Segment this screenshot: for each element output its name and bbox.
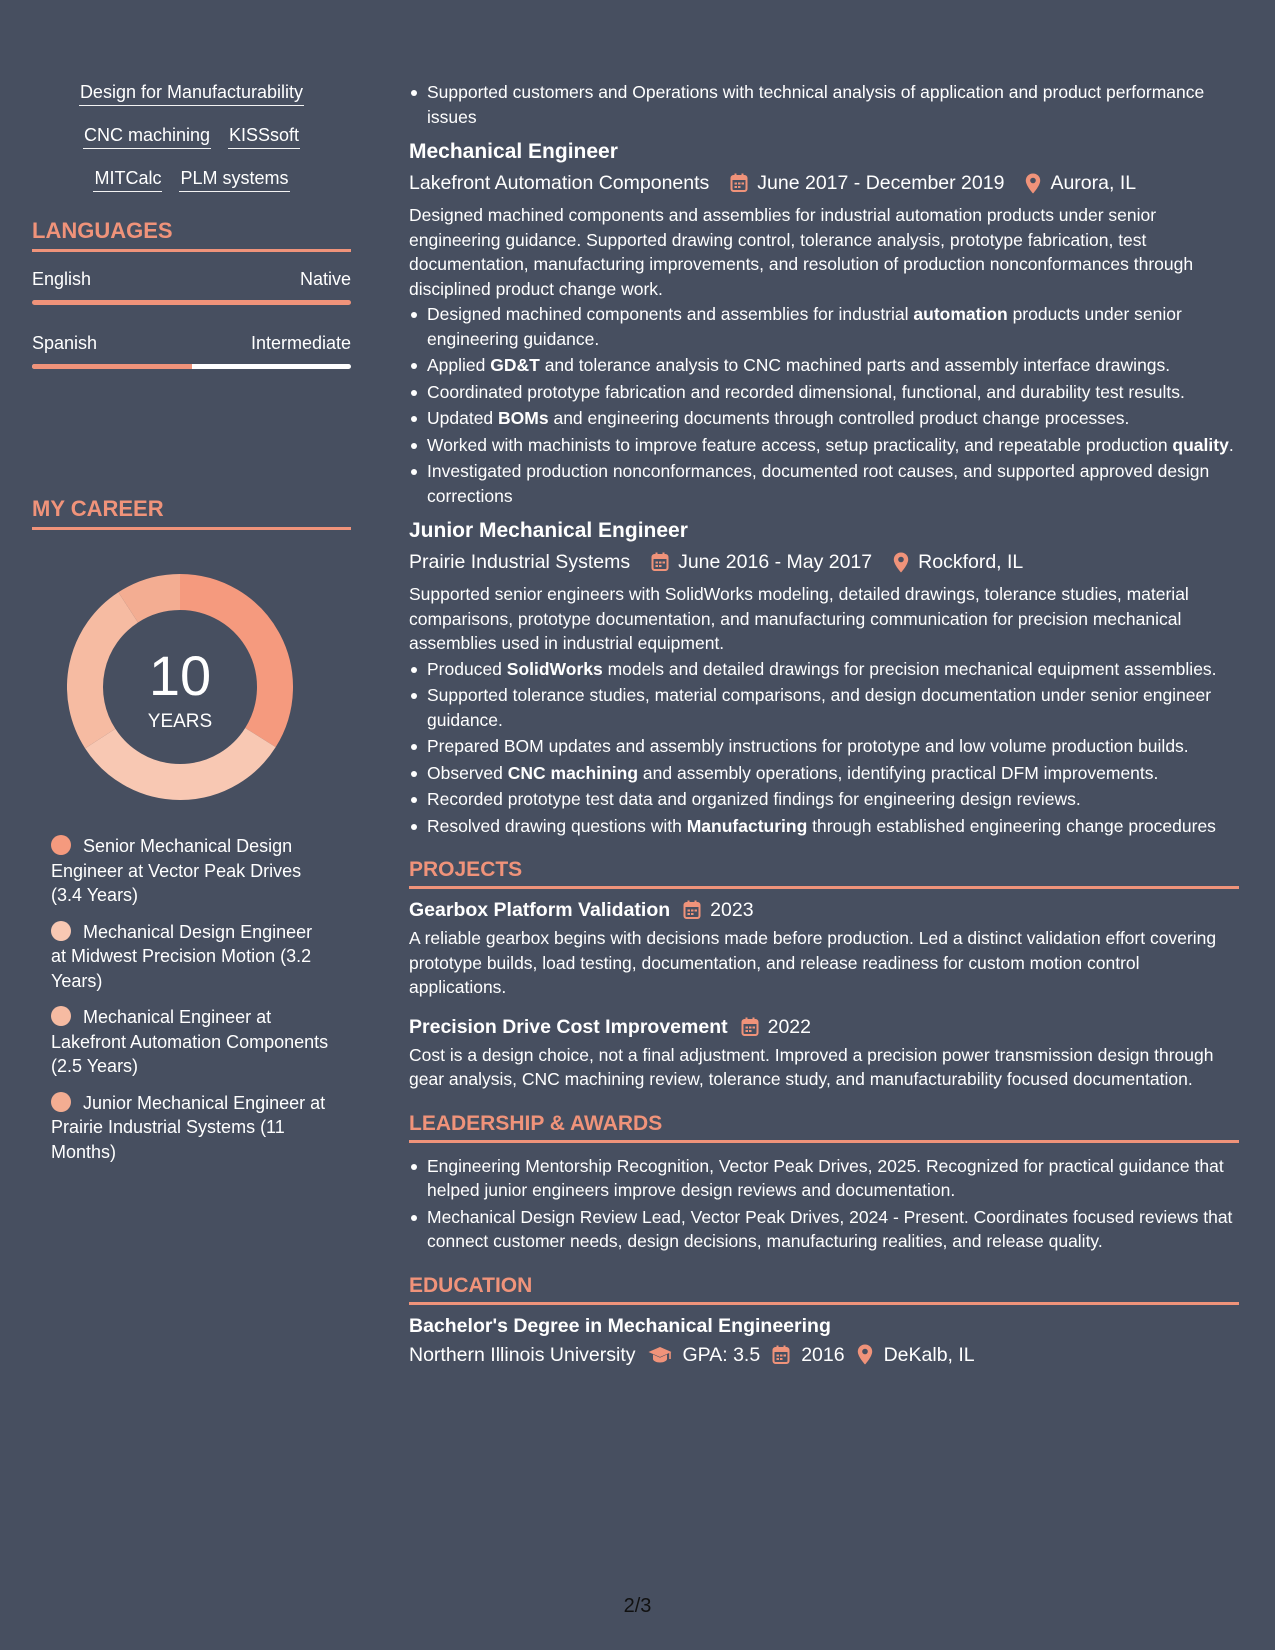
- job-entry: [409, 138, 1239, 508]
- skills-row: [32, 166, 351, 192]
- job-dates: June 2016 - May 2017: [678, 551, 873, 573]
- job-entry: [409, 517, 1239, 838]
- career-heading: MY CAREER: [32, 496, 351, 530]
- bullet-item: Updated BOMs and engineering documents through controlled product change processes.: [409, 406, 1239, 431]
- project-description: Cost is a design choice, not a final adjustment. Improved a precision power transmission design through gear analysis, CNC machining review, tolerance study, and manufacturability focused documentation.: [409, 1044, 1214, 1089]
- career-donut-segment: [128, 592, 180, 607]
- career-total-unit: YEARS: [147, 711, 213, 732]
- bullet-item: Observed CNC machining and assembly operations, identifying practical DFM improvements.: [409, 761, 1239, 786]
- job-title: Mechanical Engineer: [409, 140, 618, 163]
- skills-list: [32, 80, 351, 192]
- languages-section: [32, 218, 351, 369]
- location-pin-icon: [893, 552, 909, 573]
- career-legend-item: [51, 834, 331, 908]
- language-proficiency-fill: [32, 300, 351, 305]
- main-column: [409, 80, 1239, 1368]
- calendar-icon: [683, 900, 701, 920]
- bullet-item: Worked with machinists to improve feature access, setup practicality, and repeatable production quality.: [409, 433, 1239, 458]
- career-donut-segment: [100, 738, 260, 782]
- bullet-item: Supported customers and Operations with technical analysis of application and product performance issues: [409, 80, 1239, 129]
- calendar-icon: [741, 1017, 759, 1037]
- language-item: [32, 267, 351, 305]
- job-dates: June 2017 - December 2019: [757, 172, 1005, 194]
- graduation-cap-icon: [648, 1346, 672, 1364]
- project-year: 2023: [710, 899, 754, 921]
- bullet-item: Investigated production nonconformances, documented root causes, and supported approved design corrections: [409, 459, 1239, 508]
- job-location: Aurora, IL: [1050, 172, 1137, 194]
- bullet-item: Applied GD&T and tolerance analysis to CNC machined parts and assembly interface drawings.: [409, 353, 1239, 378]
- sidebar: [32, 80, 351, 1162]
- career-legend-label: Junior Mechanical Engineer at Prairie Industrial Systems (11 Months): [51, 1092, 326, 1162]
- project-description: A reliable gearbox begins with decisions made before production. Led a distinct validation effort covering prototype builds, load testing, documentation, and release readiness for custom motion control applications.: [409, 928, 1217, 997]
- language-name: Spanish: [32, 333, 98, 353]
- skill-tag: CNC machining: [83, 123, 211, 149]
- education-meta: [409, 1342, 1239, 1368]
- skill-tag: Design for Manufacturability: [79, 80, 304, 106]
- career-donut-chart: [67, 574, 293, 800]
- skill-tag: PLM systems: [179, 166, 289, 192]
- project-title: Gearbox Platform Validation: [409, 899, 671, 921]
- education-heading: EDUCATION: [409, 1274, 1239, 1305]
- skills-row: [32, 80, 351, 106]
- project-year: 2022: [767, 1015, 811, 1038]
- bullet-item: Recorded prototype test data and organized findings for engineering design reviews.: [409, 787, 1239, 812]
- language-level: Intermediate: [250, 333, 351, 353]
- calendar-icon: [730, 173, 748, 193]
- job-description: Designed machined components and assemblies for industrial automation products under senior engineering guidance. Supported drawing control, tolerance analysis, prototype fabrication, test documentation, manufacturing improvements, and resolution of production nonconformances through disciplined product change work.: [409, 205, 1194, 299]
- page-number: 2/3: [623, 1595, 652, 1617]
- skill-tag: MITCalc: [93, 166, 162, 192]
- career-legend: [51, 834, 331, 1164]
- company-name: Prairie Industrial Systems: [409, 551, 631, 573]
- awards-heading: LEADERSHIP & AWARDS: [409, 1112, 1239, 1143]
- education-location: DeKalb, IL: [883, 1343, 975, 1366]
- carryover-bullets: [409, 80, 1239, 129]
- language-level: Native: [299, 269, 351, 289]
- bullet-item: Supported tolerance studies, material comparisons, and design documentation under senior engineer guidance.: [409, 683, 1239, 732]
- job-meta: [409, 549, 1239, 575]
- location-pin-icon: [1025, 173, 1041, 194]
- language-item: [32, 331, 351, 369]
- career-legend-item: [51, 920, 331, 994]
- career-total-years: 10: [148, 644, 212, 707]
- career-legend-item: [51, 1091, 331, 1165]
- legend-dot-icon: [51, 835, 71, 855]
- job-bullets: [409, 302, 1239, 508]
- project-entry: [409, 897, 1239, 1000]
- school-name: Northern Illinois University: [409, 1343, 636, 1366]
- language-proficiency-bar: [32, 364, 351, 369]
- degree-title: Bachelor's Degree in Mechanical Engineering: [409, 1314, 831, 1337]
- bullet-item: Produced SolidWorks models and detailed drawings for precision mechanical equipment assemblies.: [409, 657, 1239, 682]
- language-name: English: [32, 269, 92, 289]
- languages-heading: LANGUAGES: [32, 218, 351, 252]
- language-proficiency-fill: [32, 364, 192, 369]
- education-year: 2016: [801, 1343, 845, 1366]
- awards-list: [409, 1154, 1239, 1254]
- company-name: Lakefront Automation Components: [409, 172, 710, 194]
- calendar-icon: [772, 1345, 790, 1365]
- bullet-item: Prepared BOM updates and assembly instructions for prototype and low volume production builds.: [409, 734, 1239, 759]
- calendar-icon: [651, 552, 669, 572]
- legend-dot-icon: [51, 1092, 71, 1112]
- career-legend-label: Senior Mechanical Design Engineer at Vector Peak Drives (3.4 Years): [51, 836, 302, 905]
- project-entry: [409, 1014, 1239, 1092]
- award-item: Mechanical Design Review Lead, Vector Peak Drives, 2024 - Present. Coordinates focused reviews that connect customer needs, design decisions, manufacturing realities, and release quality.: [409, 1205, 1239, 1254]
- legend-dot-icon: [51, 1006, 71, 1026]
- bullet-item: Coordinated prototype fabrication and recorded dimensional, functional, and durability test results.: [409, 380, 1239, 405]
- job-description: Supported senior engineers with SolidWorks modeling, detailed drawings, tolerance studies, material comparisons, prototype documentation, and manufacturing communication for precision mechanical assemblies used in industrial equipment.: [409, 584, 1189, 653]
- project-title: Precision Drive Cost Improvement: [409, 1015, 728, 1038]
- job-meta: [409, 170, 1239, 196]
- projects-heading: PROJECTS: [409, 858, 1239, 889]
- job-title: Junior Mechanical Engineer: [409, 519, 688, 542]
- bullet-item: Resolved drawing questions with Manufacturing through established engineering change procedures: [409, 814, 1239, 839]
- job-location: Rockford, IL: [918, 551, 1024, 573]
- bullet-item: Designed machined components and assemblies for industrial automation products under senior engineering guidance.: [409, 302, 1239, 351]
- legend-dot-icon: [51, 921, 71, 941]
- award-item: Engineering Mentorship Recognition, Vector Peak Drives, 2025. Recognized for practical guidance that helped junior engineers improve design reviews and documentation.: [409, 1154, 1239, 1203]
- job-bullets: [409, 657, 1239, 839]
- career-legend-item: [51, 1005, 331, 1079]
- education-gpa: GPA: 3.5: [682, 1343, 761, 1366]
- location-pin-icon: [857, 1344, 873, 1365]
- skill-tag: KISSsoft: [228, 123, 300, 149]
- language-proficiency-bar: [32, 300, 351, 305]
- skills-row: [32, 123, 351, 149]
- career-legend-label: Mechanical Design Engineer at Midwest Precision Motion (3.2 Years): [51, 921, 313, 991]
- career-section: [32, 496, 351, 1176]
- career-legend-label: Mechanical Engineer at Lakefront Automation Components (2.5 Years): [51, 1007, 329, 1076]
